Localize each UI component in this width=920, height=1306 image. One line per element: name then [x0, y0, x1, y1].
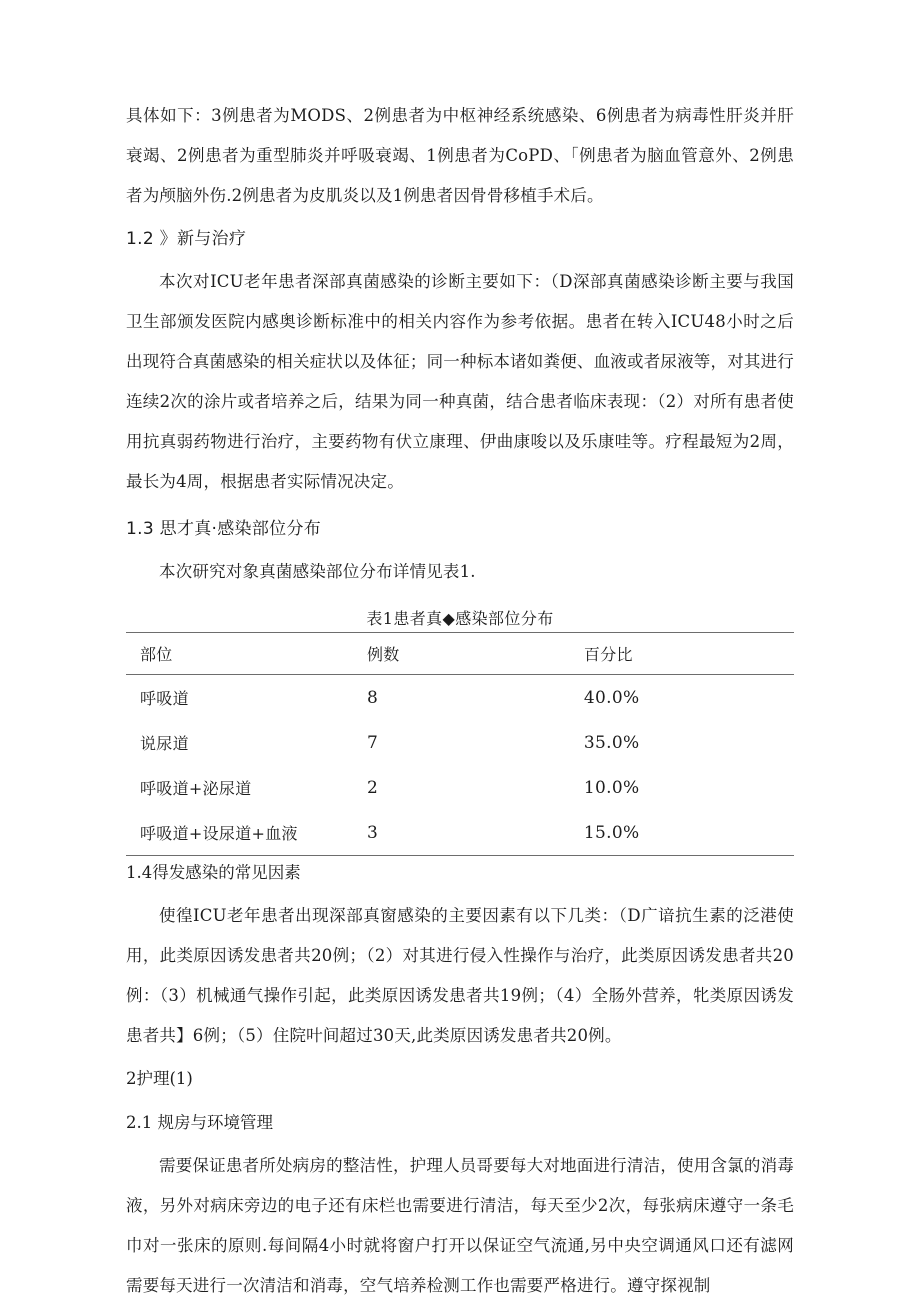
- cell-percentage: 40.0%: [583, 687, 640, 708]
- column-header-site: 部位: [126, 633, 367, 675]
- column-header-count: 例数: [367, 633, 584, 675]
- cell-site: 说尿道: [140, 734, 189, 753]
- heading-1-2: 1.2 》新与治疗: [126, 229, 247, 249]
- cell-count: 7: [367, 732, 379, 753]
- table-row: [126, 810, 794, 856]
- paragraph-factors: 使徨ICU老年患者出现深部真窗感染的主要因素有以下几类：（D广谙抗生素的泛港使用，此类原因诱发患者共20例；（2）对其进行侵入性操作与治疗，此类原因诱发患者共20例：（3）机械通气操作引起，此类原因诱发患者共19例；（4）全肠外营养，牝类原因诱发患者共】6例；（5）住院叶间超过30天,此类原因诱发患者共20例。: [126, 906, 794, 1045]
- paragraph-ward-management: 需要保证患者所处病房的整洁性，护理人员哥要每大对地面进行清洁，使用含氯的消毒液，另外对病床旁边的电子还有床栏也需要进行清洁，每天至少2次，每张病床遵守一条毛巾对一张床的原则.每间隔4小时就将窗户打开以保证空气流通,另中央空调通风口还有滤网需要每天进行一次清洁和消毒，空气培养检测工作也需要严格进行。遵守探视制: [126, 1156, 794, 1295]
- heading-2: 2护理(1): [126, 1069, 193, 1088]
- table-head: [126, 633, 794, 675]
- heading-2-1: 2.1 规房与环境管理: [126, 1113, 273, 1132]
- cell-site: 呼吸道+泌尿道: [140, 779, 252, 798]
- cell-percentage: 35.0%: [583, 732, 640, 753]
- heading-1-3: 1.3 思才真·感染部位分布: [126, 519, 322, 539]
- spacer: [126, 592, 794, 606]
- paragraph-table-reference: 本次研究对象真菌感染部位分布详情见表1.: [159, 562, 476, 581]
- table-row: [126, 675, 794, 721]
- cell-site: 呼吸道: [140, 689, 189, 708]
- cell-count: 8: [367, 687, 379, 708]
- cell-percentage: 15.0%: [584, 810, 794, 856]
- table-row: [126, 720, 794, 765]
- cell-percentage: 10.0%: [583, 777, 640, 798]
- column-header-percentage: 百分比: [584, 633, 794, 675]
- table-body: [126, 675, 794, 856]
- cell-site: 呼吸道+设尿道+血液: [126, 810, 367, 856]
- spacer: [126, 502, 794, 512]
- paragraph-intro: 具体如下：3例患者为MODS、2例患者为中枢神经系统感染、6例患者为病毒性肝炎并肝衰竭、2例患者为重型肺炎并呼吸衰竭、1例患者为CoPD、「例患者为脑血管意外、2例患者为颅脑外伤.2例患者为皮肌炎以及1例患者因骨骨移植手术后。: [126, 106, 794, 205]
- cell-count: 3: [367, 810, 584, 856]
- cell-count: 2: [367, 777, 379, 798]
- page-content: [126, 96, 794, 1306]
- spacer: [126, 1096, 794, 1106]
- heading-1-4: 1.4得发感染的常见因素: [126, 863, 301, 882]
- table-header-row: [126, 633, 794, 675]
- paragraph-diagnosis: 本次对ICU老年患者深部真菌感染的诊断主要如下：（D深部真菌感染诊断主要与我国卫生部颁发医院内感奥诊断标准中的相关内容作为参考依据。患者在转入ICU48小时之后出现符合真菌感染的相关症状以及体征；同一种标本诸如粪便、血液或者尿液等，对其进行连续2次的涂片或者培养之后，结果为同一种真菌，结合患者临床表现：（2）对所有患者使用抗真弱药物进行治疗，主要药物有伏立康理、伊曲康唆以及乐康哇等。疗程最短为2周，最长为4周，根据患者实际情况决定。: [126, 272, 794, 491]
- table-container: [126, 606, 794, 856]
- infection-site-table: [126, 632, 794, 856]
- table-caption: 表1患者真◆感染部位分布: [366, 609, 554, 628]
- table-row: [126, 765, 794, 810]
